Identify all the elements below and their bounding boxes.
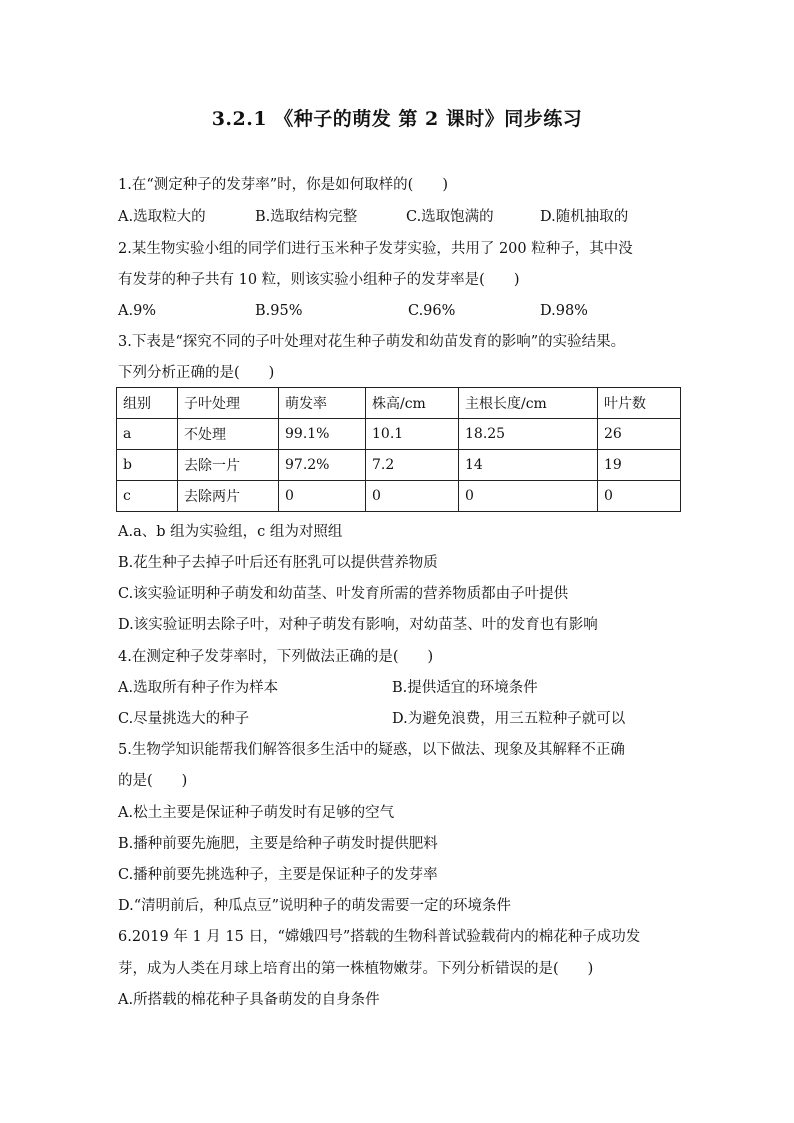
question-2-option-c: C.96% [408, 303, 456, 319]
table-header-cell: 子叶处理 [178, 388, 279, 419]
question-6-option-a: A.所搭载的棉花种子具备萌发的自身条件 [118, 992, 380, 1008]
question-1-stem: 1.在“测定种子的发芽率”时，你是如何取样的( ) [118, 177, 448, 193]
table-cell: 不处理 [178, 419, 279, 450]
question-1-option-c: C.选取饱满的 [406, 209, 494, 225]
question-2-option-b: B.95% [255, 303, 303, 319]
question-2-stem-line1: 2.某生物实验小组的同学们进行玉米种子发芽实验，共用了 200 粒种子，其中没 [118, 241, 633, 257]
question-5-option-b: B.播种前要先施肥，主要是给种子萌发时提供肥料 [118, 836, 438, 852]
question-4-option-c: C.尽量挑选大的种子 [118, 711, 250, 727]
question-1-option-b: B.选取结构完整 [255, 209, 358, 225]
question-3-option-a: A.a、b 组为实验组，c 组为对照组 [118, 524, 343, 540]
question-4-option-b: B.提供适宜的环境条件 [392, 680, 538, 696]
question-5-stem-line1: 5.生物学知识能帮我们解答很多生活中的疑惑，以下做法、现象及其解释不正确 [118, 742, 625, 758]
table-cell: 97.2% [279, 450, 366, 481]
question-3-stem-line2: 下列分析正确的是( ) [118, 365, 275, 381]
table-cell: 26 [598, 419, 681, 450]
table-cell: 去除两片 [178, 481, 279, 512]
question-2-option-d: D.98% [540, 303, 588, 319]
question-4-stem: 4.在测定种子发芽率时，下列做法正确的是( ) [118, 649, 434, 665]
table-cell: 14 [459, 450, 598, 481]
question-1-option-d: D.随机抽取的 [540, 209, 629, 225]
question-4-option-a: A.选取所有种子作为样本 [118, 680, 279, 696]
page-title: 3.2.1 《种子的萌发 第 2 课时》同步练习 [211, 108, 583, 130]
question-3-option-d: D.该实验证明去除子叶，对种子萌发有影响，对幼苗茎、叶的发育也有影响 [118, 617, 598, 633]
question-3-stem-line1: 3.下表是“探究不同的子叶处理对花生种子萌发和幼苗发育的影响”的实验结果。 [118, 334, 626, 350]
table-cell: 7.2 [366, 450, 459, 481]
table-cell: 0 [279, 481, 366, 512]
table-cell: 18.25 [459, 419, 598, 450]
results-table [116, 387, 681, 512]
question-3-option-c: C.该实验证明种子萌发和幼苗茎、叶发育所需的营养物质都由子叶提供 [118, 586, 569, 602]
table-cell: 10.1 [366, 419, 459, 450]
table-cell: 0 [598, 481, 681, 512]
table-row [117, 481, 681, 512]
table-header-cell: 叶片数 [598, 388, 681, 419]
question-5-option-a: A.松土主要是保证种子萌发时有足够的空气 [118, 805, 395, 821]
question-3-option-b: B.花生种子去掉子叶后还有胚乳可以提供营养物质 [118, 555, 438, 571]
question-5-option-c: C.播种前要先挑选种子，主要是保证种子的发芽率 [118, 867, 438, 883]
table-header-cell: 萌发率 [279, 388, 366, 419]
table-cell: c [117, 481, 178, 512]
question-5-stem-line2: 的是( ) [118, 773, 188, 789]
question-1-option-a: A.选取粒大的 [118, 209, 206, 225]
table-cell: 99.1% [279, 419, 366, 450]
table-cell: a [117, 419, 178, 450]
table-cell: 19 [598, 450, 681, 481]
question-6-stem-line2: 芽，成为人类在月球上培育出的第一株植物嫩芽。下列分析错误的是( ) [118, 961, 594, 977]
table-cell: 去除一片 [178, 450, 279, 481]
table-header-cell: 株高/cm [366, 388, 459, 419]
question-6-stem-line1: 6.2019 年 1 月 15 日，“嫦娥四号”搭载的生物科普试验载荷内的棉花种子成功发 [118, 929, 641, 945]
question-2-stem-line2: 有发芽的种子共有 10 粒，则该实验小组种子的发芽率是( ) [118, 272, 520, 288]
table-header-cell: 组别 [117, 388, 178, 419]
question-4-option-d: D.为避免浪费，用三五粒种子就可以 [392, 711, 626, 727]
table-header-cell: 主根长度/cm [459, 388, 598, 419]
table-row [117, 450, 681, 481]
table-row [117, 419, 681, 450]
table-cell: b [117, 450, 178, 481]
question-2-option-a: A.9% [118, 303, 157, 319]
table-header-row [117, 388, 681, 419]
table-cell: 0 [366, 481, 459, 512]
table-cell: 0 [459, 481, 598, 512]
question-5-option-d: D.“清明前后，种瓜点豆”说明种子的萌发需要一定的环境条件 [118, 898, 512, 914]
